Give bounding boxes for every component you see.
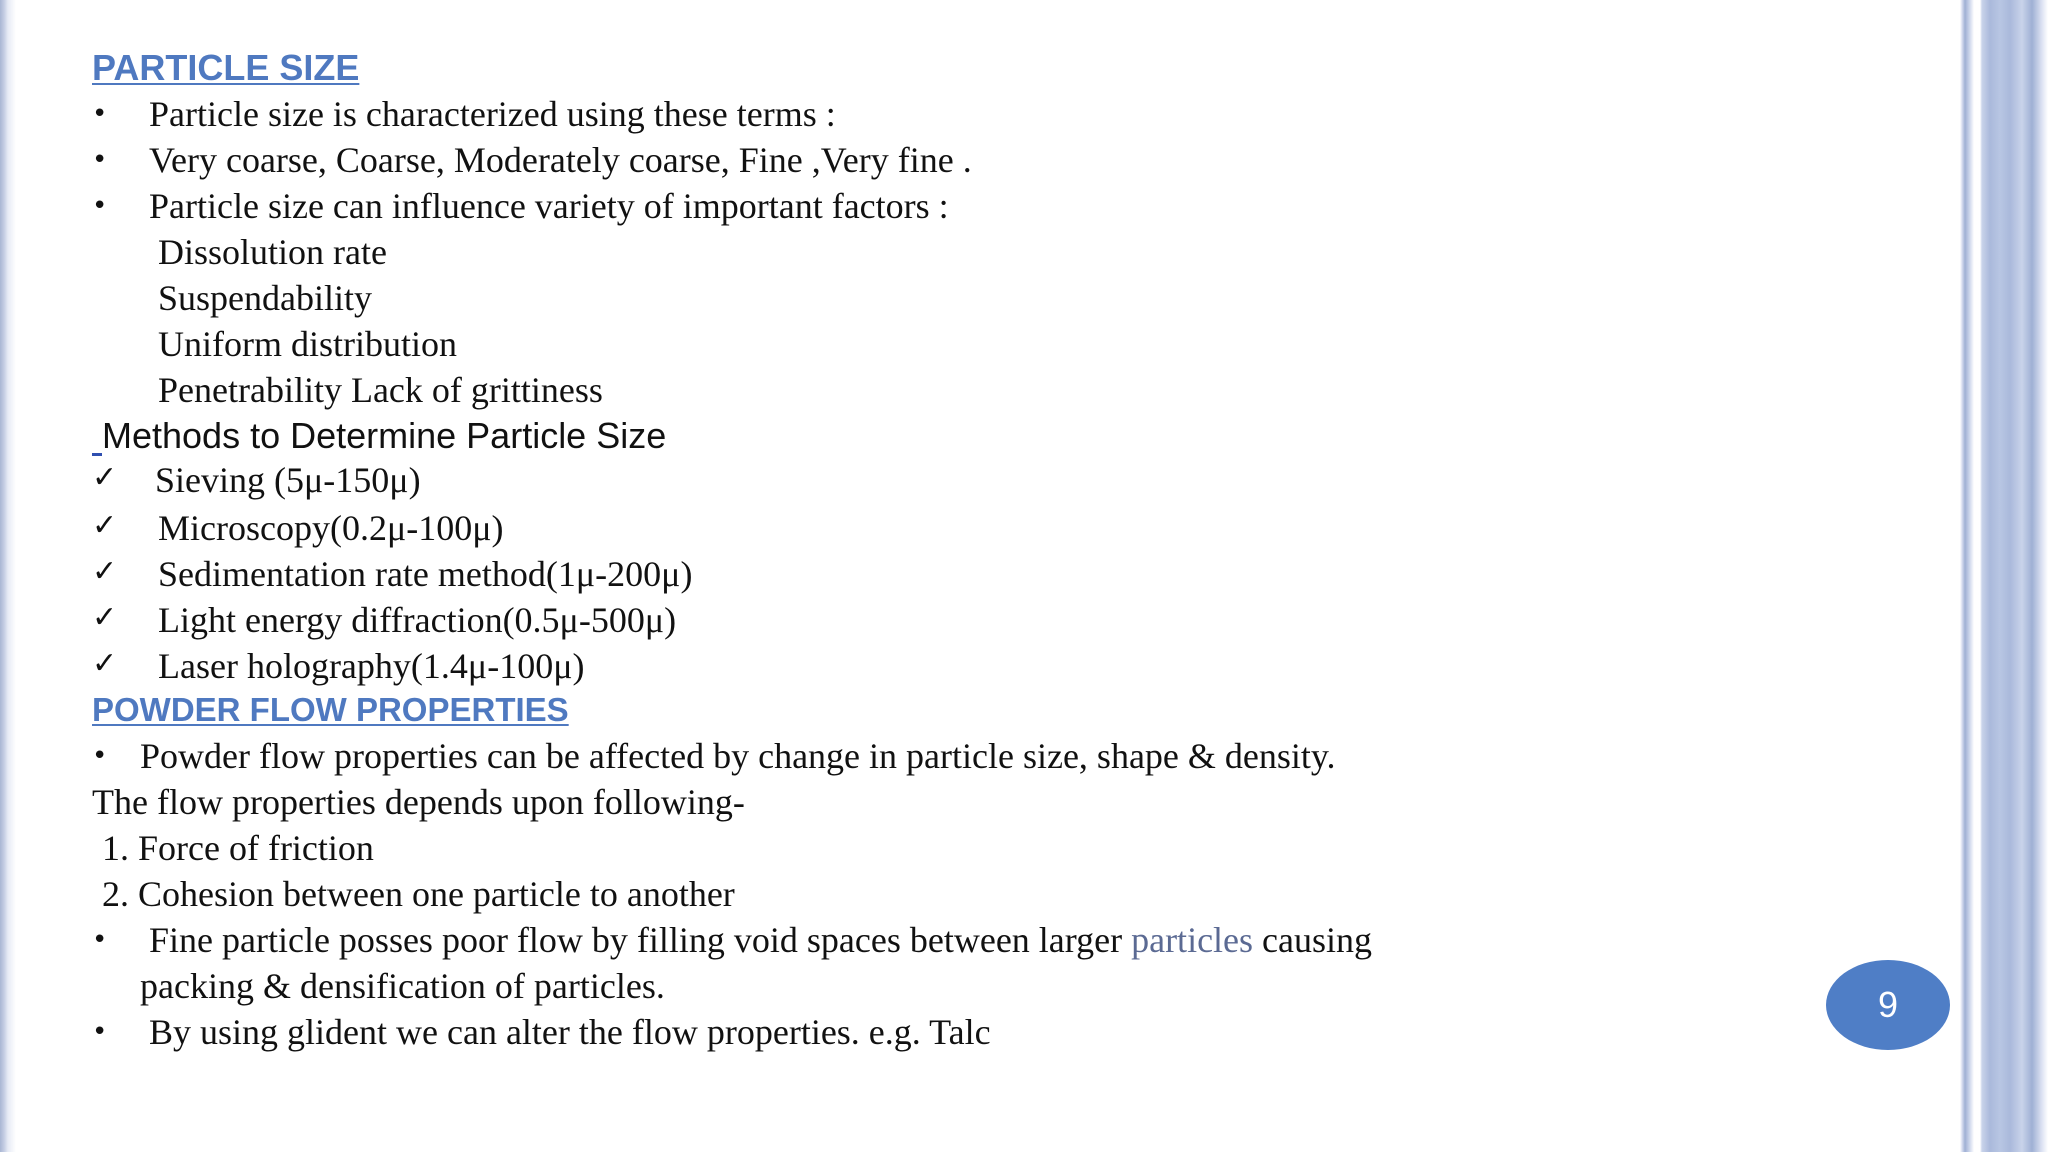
bullet-icon: • — [92, 99, 108, 129]
glident-bullet: By using glident we can alter the flow properties. e.g. Talc — [149, 1012, 991, 1052]
method-item: Sedimentation rate method(1μ-200μ) — [158, 554, 693, 594]
bullet-icon: • — [92, 741, 108, 771]
check-icon: ✓ — [92, 460, 118, 495]
bullet-icon: • — [92, 1017, 108, 1047]
page-number: 9 — [1877, 984, 1899, 1025]
bullet-icon: • — [92, 145, 108, 175]
method-item: Sieving (5μ-150μ) — [155, 460, 421, 500]
particle-size-heading: PARTICLE SIZE — [92, 47, 360, 88]
fine-particle-text: Fine particle posses poor flow by filling void spaces between larger — [149, 920, 1132, 960]
bullet-characterized: Particle size is characterized using these terms : — [149, 94, 836, 134]
methods-heading: Methods to Determine Particle Size — [102, 415, 667, 456]
page-number-badge — [1826, 960, 1950, 1050]
powder-flow-bullet: Powder flow properties can be affected by change in particle size, shape & density. — [140, 736, 1336, 776]
method-item: Light energy diffraction(0.5μ-500μ) — [158, 600, 677, 640]
numbered-item: 2. Cohesion between one particle to another — [102, 874, 735, 914]
check-icon: ✓ — [92, 554, 118, 589]
check-icon: ✓ — [92, 508, 118, 543]
check-icon: ✓ — [92, 646, 118, 681]
bullet-terms: Very coarse, Coarse, Moderately coarse, Fine ,Very fine . — [149, 140, 972, 180]
powder-flow-heading: POWDER FLOW PROPERTIES — [92, 691, 569, 728]
factor-item: Penetrability Lack of grittiness — [158, 370, 603, 410]
fine-particle-text-end: causing — [1253, 920, 1373, 960]
bullet-influence: Particle size can influence variety of important factors : — [149, 186, 949, 226]
flow-intro: The flow properties depends upon following- — [92, 782, 745, 822]
particles-link-text: particles — [1131, 920, 1254, 960]
right-decorative-border — [1960, 0, 2048, 1152]
numbered-item: 1. Force of friction — [102, 828, 374, 868]
factor-item: Suspendability — [158, 278, 372, 318]
fine-particle-bullet — [149, 918, 1372, 962]
factor-item: Dissolution rate — [158, 232, 387, 272]
left-border-stripe — [0, 0, 18, 1152]
method-item: Microscopy(0.2μ-100μ) — [158, 508, 504, 548]
factor-item: Uniform distribution — [158, 324, 457, 364]
bullet-icon: • — [92, 191, 108, 221]
fine-particle-continuation: packing & densification of particles. — [140, 966, 665, 1006]
bullet-icon: • — [92, 925, 108, 955]
check-icon: ✓ — [92, 600, 118, 635]
method-item: Laser holography(1.4μ-100μ) — [158, 646, 585, 686]
